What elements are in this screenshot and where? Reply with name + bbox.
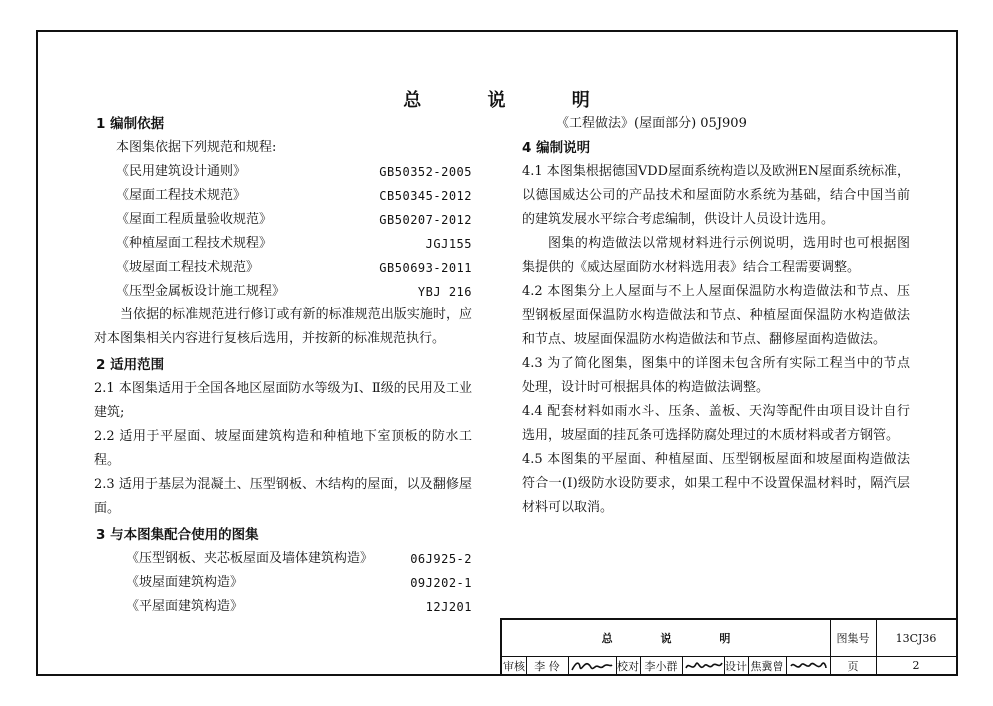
standard-row xyxy=(94,280,472,304)
standard-row-name: 《屋面工程质量验收规范》 xyxy=(116,212,273,227)
section-1-heading: 1 编制依据 xyxy=(96,116,165,132)
atlas-row xyxy=(94,595,472,619)
section-1-note: 当依据的标准规范进行修订或有新的标准规范出版实施时，应对本图集相关内容进行复核后选用，并按新的标准规范执行。 xyxy=(94,307,472,346)
section-2-item: 2.1 本图集适用于全国各地区屋面防水等级为Ⅰ、Ⅱ级的民用及工业建筑; xyxy=(94,381,472,420)
check-signature xyxy=(684,658,724,674)
atlas-row-code: 09J202-1 xyxy=(410,576,472,590)
atlas-row xyxy=(94,547,472,571)
design-signature xyxy=(788,658,828,674)
standard-row-name: 《民用建筑设计通则》 xyxy=(116,164,247,179)
section-4-para: 4.3 为了简化图集，图集中的详图未包含所有实际工程当中的节点处理，设计时可根据具体的构造做法调整。 xyxy=(522,356,910,395)
standard-row xyxy=(94,208,472,232)
continued-reference: 《工程做法》(屋面部分) 05J909 xyxy=(556,116,747,131)
atlas-row-code: 06J925-2 xyxy=(410,552,472,566)
page-number: 2 xyxy=(912,659,920,672)
atlas-row xyxy=(94,571,472,595)
section-2-item: 2.2 适用于平屋面、坡屋面建筑构造和种植地下室顶板的防水工程。 xyxy=(94,429,472,468)
standard-row xyxy=(94,256,472,280)
standard-row-name: 《坡屋面工程技术规范》 xyxy=(116,260,260,275)
section-4-para: 4.4 配套材料如雨水斗、压条、盖板、天沟等配件由项目设计自行选用，坡屋面的挂瓦条可选择防腐处理过的木质材料或者方钢管。 xyxy=(522,404,910,443)
review-name: 李 伶 xyxy=(534,659,560,673)
title-block xyxy=(500,618,956,674)
standard-row-code: GB50352-2005 xyxy=(379,165,472,179)
page-title: 总 说 明 xyxy=(403,90,620,111)
section-3-heading: 3 与本图集配合使用的图集 xyxy=(96,527,259,543)
standards-list xyxy=(94,160,472,304)
review-label: 审核 xyxy=(503,659,525,673)
section-4-para: 4.5 本图集的平屋面、种植屋面、压型钢板屋面和坡屋面构造做法符合一(Ⅰ)级防水设防要求，如果工程中不设置保温材料时，隔汽层材料可以取消。 xyxy=(522,452,910,515)
right-column xyxy=(522,112,910,520)
title-block-drawing-title: 总 说 明 xyxy=(601,632,753,645)
standard-row xyxy=(94,232,472,256)
section-4-para: 4.1 本图集根据德国VDD屋面系统构造以及欧洲EN屋面系统标准，以德国威达公司的产品技术和屋面防水系统为基础，结合中国当前的建筑发展水平综合考虑编制，供设计人员设计选用。 xyxy=(522,164,910,227)
standard-row-name: 《屋面工程技术规范》 xyxy=(116,188,247,203)
atlas-row-code: 12J201 xyxy=(425,600,472,614)
design-label: 设计 xyxy=(725,659,747,673)
atlas-row-name: 《坡屋面建筑构造》 xyxy=(126,575,244,590)
standard-row-name: 《压型金属板设计施工规程》 xyxy=(116,284,286,299)
atlas-number-label: 图集号 xyxy=(836,632,870,645)
standard-row xyxy=(94,160,472,184)
standard-row-code: YBJ 216 xyxy=(417,285,472,299)
standard-row-name: 《种植屋面工程技术规程》 xyxy=(116,236,273,251)
section-4-para: 4.2 本图集分上人屋面与不上人屋面保温防水构造做法和节点、压型钢板屋面保温防水构造做法和节点、种植屋面保温防水构造做法和节点、坡屋面保温防水构造做法和节点、翻修屋面构造做法。 xyxy=(522,284,910,347)
review-signature xyxy=(570,658,614,674)
atlas-row-name: 《压型钢板、夹芯板屋面及墙体建筑构造》 xyxy=(126,551,374,566)
check-label: 校对 xyxy=(617,659,639,673)
standard-row-code: JGJ155 xyxy=(425,237,472,251)
section-2-heading: 2 适用范围 xyxy=(96,357,165,373)
atlas-number: 13CJ36 xyxy=(895,631,937,645)
standard-row-code: GB50207-2012 xyxy=(379,213,472,227)
standard-row-code: GB50693-2011 xyxy=(379,261,472,275)
atlas-list xyxy=(94,547,472,619)
standard-row xyxy=(94,184,472,208)
design-name: 焦冀曾 xyxy=(750,659,784,673)
section-4-heading: 4 编制说明 xyxy=(522,140,591,156)
atlas-row-name: 《平屋面建筑构造》 xyxy=(126,599,244,614)
section-1-intro: 本图集依据下列规范和规程: xyxy=(116,140,277,155)
check-name: 李小群 xyxy=(644,659,678,673)
left-column xyxy=(94,112,472,619)
section-4-para: 图集的构造做法以常规材料进行示例说明，选用时也可根据图集提供的《威达屋面防水材料选用表》结合工程需要调整。 xyxy=(522,236,910,275)
section-2-item: 2.3 适用于基层为混凝土、压型钢板、木结构的屋面，以及翻修屋面。 xyxy=(94,477,472,516)
page-label: 页 xyxy=(847,659,859,673)
standard-row-code: CB50345-2012 xyxy=(379,189,472,203)
